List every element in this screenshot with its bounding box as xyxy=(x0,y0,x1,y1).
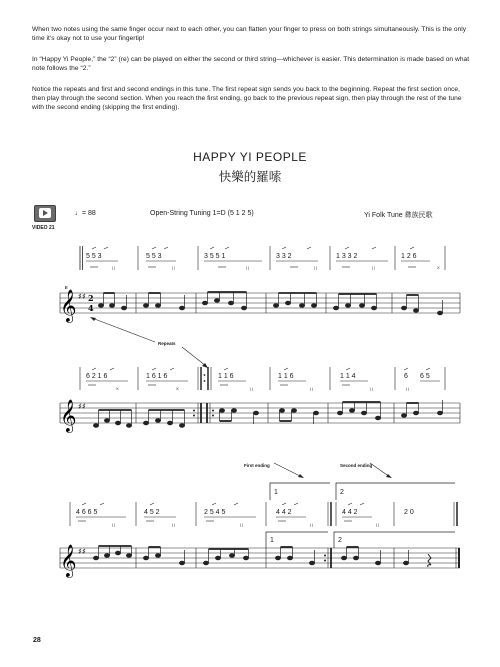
notes-staff-3 xyxy=(93,546,431,567)
section-marker: II xyxy=(65,285,68,290)
jianpu-measure: 5 5 3 xyxy=(86,253,102,260)
intro-paragraph: When two notes using the same finger occur next to each other, you can flatten your finger to press on both strings simultaneously. This is the only time it's okay not to use your fingertip! xyxy=(32,26,467,42)
svg-text:X: X xyxy=(176,386,179,391)
jianpu-measure: 4 4 2 xyxy=(342,509,358,516)
svg-text:| |: | | xyxy=(406,386,410,391)
jianpu-measure: 1 1 4 xyxy=(340,373,356,380)
notes-staff-1 xyxy=(98,292,442,315)
jianpu-measure: 6 xyxy=(404,373,408,380)
quarter-rest-icon xyxy=(428,554,431,567)
jianpu-measure: 2 0 xyxy=(404,509,414,516)
jianpu-measure: 4 6 6 5 xyxy=(76,509,98,516)
repeats-annotation xyxy=(90,317,208,368)
ending-one-marker: 1 xyxy=(270,537,274,544)
jianpu-measure: 5 5 3 xyxy=(146,253,162,260)
ending-brackets-lower xyxy=(266,532,455,548)
ending-two-marker: 2 xyxy=(338,537,342,544)
staff-1 xyxy=(60,293,460,313)
jianpu-measure: 2 5 4 5 xyxy=(204,509,226,516)
ending-two-marker: 2 xyxy=(340,489,344,496)
svg-text:| |: | | xyxy=(372,265,376,270)
svg-text:| |: | | xyxy=(172,522,176,527)
jianpu-measure: 6 2 1 6 xyxy=(86,373,108,380)
attribution: Yi Folk Tune 彝族民歌 xyxy=(364,212,433,219)
svg-text:X: X xyxy=(116,386,119,391)
svg-text:| |: | | xyxy=(112,522,116,527)
svg-text:| |: | | xyxy=(314,265,318,270)
jianpu-row-1 xyxy=(80,246,445,270)
treble-clef-icon: 𝄞 xyxy=(60,289,77,322)
svg-text:X: X xyxy=(437,265,440,270)
song-title: HAPPY YI PEOPLE xyxy=(193,150,307,164)
jianpu-measure: 1 2 6 xyxy=(401,253,417,260)
jianpu-measure: 4 4 2 xyxy=(276,509,292,516)
svg-text:| |: | | xyxy=(246,265,250,270)
tuning-marking: Open-String Tuning 1=D (5 1 2 5) xyxy=(150,210,254,217)
endings-annotation xyxy=(244,463,392,478)
sharp-icon: ♯♯ xyxy=(78,402,86,411)
tempo-marking: ♩= 88 xyxy=(75,210,96,217)
jianpu-measure: 1 1 6 xyxy=(218,373,234,380)
treble-clef-icon: 𝄞 xyxy=(60,544,77,577)
staff-2 xyxy=(60,403,460,423)
ending-brackets-upper xyxy=(270,483,455,500)
svg-text:| |: | | xyxy=(310,386,314,391)
tuning-paragraph: In “Happy Yi People,” the “2” (re) can be played on either the second or third string—whichever is easier. This determination is made based on what note follows the “2.” xyxy=(32,56,470,72)
jianpu-row-2 xyxy=(80,367,445,391)
svg-text:| |: | | xyxy=(310,522,314,527)
time-signature-bottom: 4 xyxy=(88,303,94,313)
svg-text:| |: | | xyxy=(112,265,116,270)
jianpu-measure: 4 5 2 xyxy=(144,509,160,516)
sharp-icon: ♯♯ xyxy=(78,292,86,301)
svg-text:| |: | | xyxy=(370,386,374,391)
svg-text:| |: | | xyxy=(172,265,176,270)
song-title-chinese: 快樂的羅嗦 xyxy=(218,169,282,184)
repeats-paragraph: Notice the repeats and first and second endings in this tune. The first repeat sign sends you back to the beginning. Repeat the first section once, then play through the second section. When you reach the first ending, go back to the previous repeat sign, then play through the rest of the tune with the second ending (skipping the first ending). xyxy=(32,86,462,111)
jianpu-measure: 1 3 3 2 xyxy=(336,253,358,260)
treble-clef-icon: 𝄞 xyxy=(60,399,77,432)
svg-text:| |: | | xyxy=(250,386,254,391)
staff-3 xyxy=(60,548,460,568)
sharp-icon: ♯♯ xyxy=(78,547,86,556)
svg-text:| |: | | xyxy=(376,522,380,527)
page-number: 28 xyxy=(33,637,41,644)
repeats-label: Repeats xyxy=(158,341,176,346)
jianpu-measure: 3 5 5 1 xyxy=(204,253,226,260)
ending-one-marker: 1 xyxy=(274,489,278,496)
jianpu-measure: 1 6 1 6 xyxy=(146,373,168,380)
video-label: VIDEO 21 xyxy=(32,225,55,231)
jianpu-measure: 6 5 xyxy=(420,373,430,380)
first-ending-label: First ending xyxy=(244,463,270,468)
second-ending-label: Second ending xyxy=(340,463,373,468)
jianpu-measure: 1 1 6 xyxy=(278,373,294,380)
svg-text:| |: | | xyxy=(240,522,244,527)
time-signature-top: 2 xyxy=(88,293,94,303)
jianpu-row-3 xyxy=(70,502,457,527)
jianpu-measure: 3 3 2 xyxy=(276,253,292,260)
